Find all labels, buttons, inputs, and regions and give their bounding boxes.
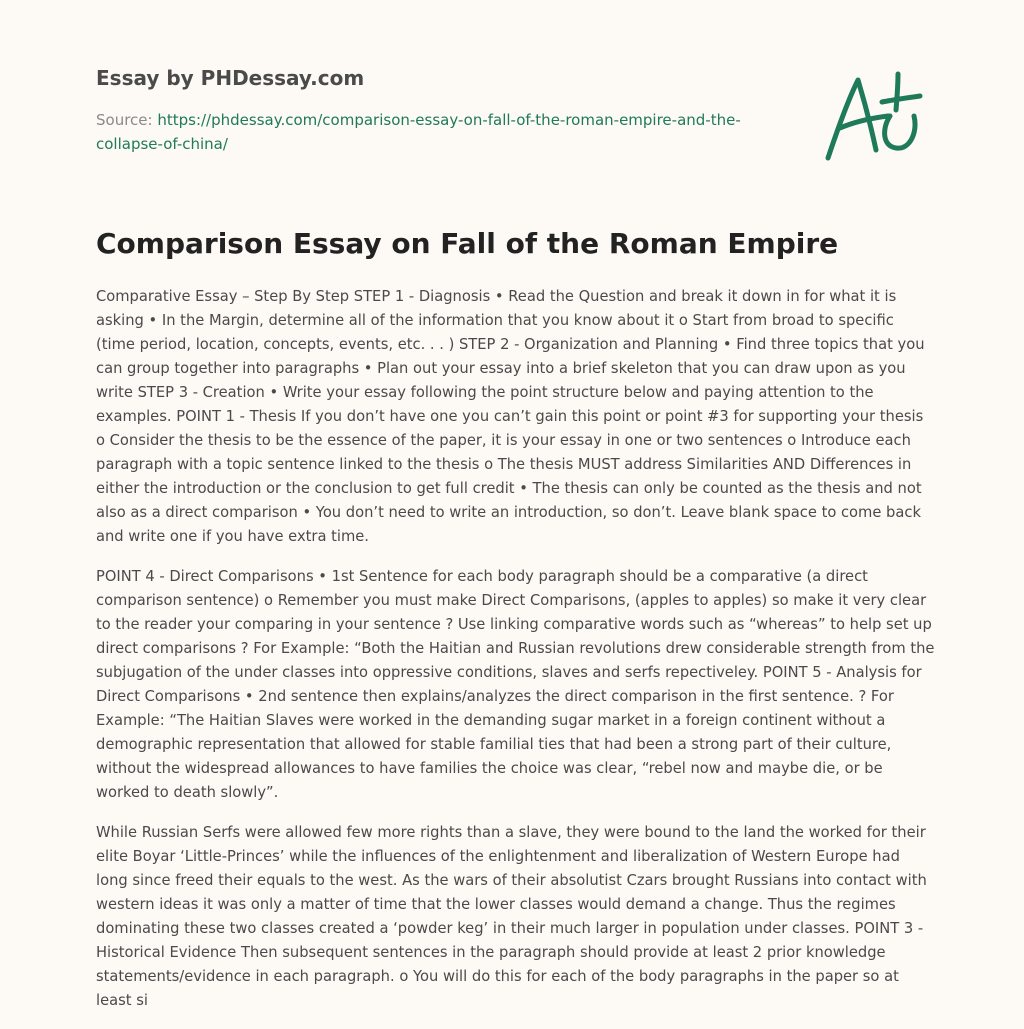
- a-plus-logo-graphic: [820, 66, 930, 166]
- essay-title: Comparison Essay on Fall of the Roman Empire: [96, 227, 839, 260]
- essay-paragraph-3: While Russian Serfs were allowed few more rights than a slave, they were bound to the land the worked for their elite Boyar ‘Little-Princes’ while the influences of the enlightenment and liberalization of Western Europe had long since freed their equals to the west. As the wars of their absolutist Czars brought Russians into contact with western ideas it was only a matter of time that the lower classes would demand a change. Thus the regimes dominating these two classes created a ‘powder keg’ in their much larger in population under classes. POINT 3 - Historical Evidence Then subsequent sentences in the paragraph should provide at least 2 prior knowledge statements/evidence in each paragraph. o You will do this for each of the body paragraphs in the paper so at least si: [96, 824, 927, 1009]
- source-line: [96, 108, 796, 156]
- brand-title: Essay by PHDessay.com: [96, 66, 365, 90]
- source-link[interactable]: [96, 111, 741, 153]
- page-header: [96, 64, 796, 156]
- essay-paragraph-2: POINT 4 - Direct Comparisons • 1st Sentence for each body paragraph should be a comparative (a direct comparison sentence) o Remember you must make Direct Comparisons, (apples to apples) so make it very clear to the reader your comparing in your sentence ? Use linking comparative words such as “whereas” to help set up direct comparisons ? For Example: “Both the Haitian and Russian revolutions drew considerable strength from the subjugation of the under classes into oppressive conditions, slaves and serfs repectiveley. POINT 5 - Analysis for Direct Comparisons • 2nd sentence then explains/analyzes the direct comparison in the first sentence. ? For Example: “The Haitian Slaves were worked in the demanding sugar market in a foreign continent without a demographic representation that allowed for stable familial ties that had been a strong part of their culture, without the widespread allowances to have families the choice was clear, “rebel now and maybe die, or be worked to death slowly”.: [96, 568, 935, 801]
- essay-body: [96, 285, 936, 1029]
- source-link-line-1: https://phdessay.com/comparison-essay-on-fall-of-the-roman-empire-and-the-: [157, 111, 741, 129]
- source-link-line-2: collapse-of-china/: [96, 135, 228, 153]
- essay-paragraph-1: Comparative Essay – Step By Step STEP 1 - Diagnosis • Read the Question and break it down in for what it is asking • In the Margin, determine all of the information that you know about it o Start from broad to specific (time period, location, concepts, events, etc. . . ) STEP 2 - Organization and Planning • Find three topics that you can group together into paragraphs • Plan out your essay into a brief skeleton that you can draw upon as you write STEP 3 - Creation • Write your essay following the point structure below and paying attention to the examples. POINT 1 - Thesis If you don’t have one you can’t gain this point or point #3 for supporting your thesis o Consider the thesis to be the essence of the paper, it is your essay in one or two sentences o Introduce each paragraph with a topic sentence linked to the thesis o The thesis MUST address Similarities AND Differences in either the introduction or the conclusion to get full credit • The thesis can only be counted as the thesis and not also as a direct comparison • You don’t need to write an introduction, so don’t. Leave blank space to come back and write one if you have extra time.: [96, 288, 925, 545]
- source-label: Source:: [96, 111, 158, 129]
- a-plus-logo: [820, 66, 930, 166]
